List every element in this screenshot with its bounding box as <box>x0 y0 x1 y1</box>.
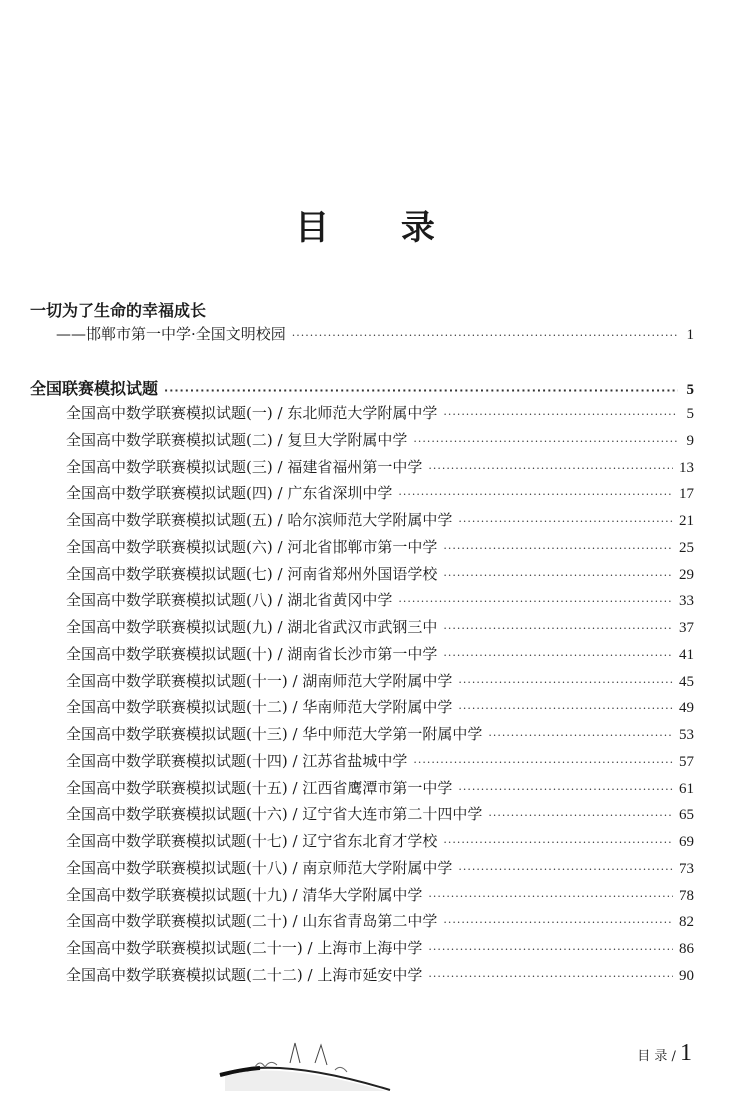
separator: / <box>272 537 288 556</box>
entry-title: 全国高中数学联赛模拟试题(十八) <box>66 858 288 877</box>
entry-school: 湖南师范大学附属中学 <box>302 671 453 690</box>
entry-school: 河北省邯郸市第一中学 <box>287 537 438 556</box>
toc-entry[interactable] <box>66 750 694 772</box>
toc-entry[interactable] <box>66 670 694 692</box>
entry-school: 江西省鹰潭市第一中学 <box>302 778 453 797</box>
page-number: 61 <box>679 780 694 797</box>
intro-heading-row[interactable] <box>30 300 694 322</box>
toc-entry[interactable] <box>66 429 694 451</box>
page-number: 57 <box>679 753 694 770</box>
entry-school: 清华大学附属中学 <box>302 885 423 904</box>
separator: / <box>287 912 303 931</box>
page-number: 78 <box>679 887 694 904</box>
separator: / <box>272 618 288 636</box>
page-title: 目 录 <box>295 208 465 248</box>
leader-dots <box>458 511 673 533</box>
entry-title: 全国高中数学联赛模拟试题(二十) <box>66 912 288 931</box>
toc-entry[interactable] <box>66 723 694 745</box>
entry-school: 华南师范大学附属中学 <box>302 698 453 717</box>
leader-dots <box>443 404 678 426</box>
entry-title: 全国高中数学联赛模拟试题(二) <box>66 430 273 449</box>
entry-school: 湖北省黄冈中学 <box>287 591 393 610</box>
section-heading: 全国联赛模拟试题 <box>30 379 159 398</box>
toc-entry[interactable] <box>66 536 694 558</box>
toc-entry[interactable] <box>66 589 694 611</box>
page-number: 65 <box>679 807 694 824</box>
leader-dots <box>443 832 673 854</box>
entry-title: 全国高中数学联赛模拟试题(十三) <box>66 725 288 743</box>
page-number: 5 <box>686 406 694 422</box>
page-number: 73 <box>679 860 694 877</box>
separator: / <box>272 484 288 503</box>
leader-dots <box>413 752 673 774</box>
leader-dots <box>458 672 673 694</box>
leader-dots <box>458 859 673 881</box>
separator: / <box>272 404 288 422</box>
leader-dots <box>443 645 673 667</box>
entry-title: 全国高中数学联赛模拟试题(五) <box>66 511 273 529</box>
entry-title: 全国高中数学联赛模拟试题(四) <box>66 484 273 503</box>
leader-dots <box>443 538 673 560</box>
separator: / <box>287 858 303 877</box>
toc-entry[interactable] <box>66 830 694 852</box>
separator: / <box>272 644 288 663</box>
entry-school: 河南省郑州外国语学校 <box>287 564 438 583</box>
entry-school: 复旦大学附属中学 <box>287 430 408 449</box>
intro-subtitle: ——邯郸市第一中学·全国文明校园 <box>56 325 286 343</box>
leader-dots <box>428 458 673 480</box>
leader-dots <box>488 725 673 747</box>
page-number: 21 <box>679 513 694 529</box>
footer-label: 目 录 <box>637 1049 668 1064</box>
toc-entry[interactable] <box>66 643 694 665</box>
leader-dots <box>428 966 673 988</box>
leader-dots <box>428 939 673 961</box>
toc-entry[interactable] <box>66 616 694 638</box>
toc-entry[interactable] <box>66 456 694 478</box>
town-illustration-icon <box>215 1035 395 1095</box>
entry-school: 湖南省长沙市第一中学 <box>287 644 438 663</box>
entry-title: 全国高中数学联赛模拟试题(十九) <box>66 885 288 904</box>
page-number: 41 <box>679 646 694 663</box>
page-number: 69 <box>679 834 694 850</box>
toc-entry[interactable] <box>66 482 694 504</box>
entry-school: 上海市延安中学 <box>317 965 423 984</box>
entry-title: 全国高中数学联赛模拟试题(七) <box>66 564 273 583</box>
separator: / <box>302 939 318 957</box>
intro-subtitle-row[interactable] <box>56 323 694 345</box>
page-number: 9 <box>686 432 694 449</box>
entry-title: 全国高中数学联赛模拟试题(九) <box>66 618 273 636</box>
leader-dots <box>398 591 673 613</box>
toc-entry[interactable] <box>66 563 694 585</box>
toc-entry[interactable] <box>66 509 694 531</box>
entry-title: 全国高中数学联赛模拟试题(十四) <box>66 751 288 770</box>
entry-title: 全国高中数学联赛模拟试题(六) <box>66 537 273 556</box>
separator: / <box>272 564 288 583</box>
section-heading-row[interactable] <box>30 378 694 400</box>
leader-dots <box>488 805 673 827</box>
toc-entry[interactable] <box>66 884 694 906</box>
separator: / <box>287 671 303 690</box>
page-number: 17 <box>679 486 694 503</box>
entry-school: 辽宁省大连市第二十四中学 <box>302 805 483 824</box>
separator: / <box>272 591 288 610</box>
separator: / <box>272 430 288 449</box>
leader-dots <box>458 779 673 801</box>
leader-dots <box>443 565 673 587</box>
separator: / <box>287 725 303 743</box>
leader-dots <box>164 380 678 402</box>
toc-entry[interactable] <box>66 910 694 932</box>
page-number: 90 <box>679 967 694 984</box>
page-number: 53 <box>679 727 694 743</box>
entry-title: 全国高中数学联赛模拟试题(八) <box>66 591 273 610</box>
entry-school: 东北师范大学附属中学 <box>287 404 438 422</box>
leader-dots <box>292 325 678 347</box>
separator: / <box>302 965 318 984</box>
entry-title: 全国高中数学联赛模拟试题(十七) <box>66 832 288 850</box>
leader-dots <box>458 698 673 720</box>
page-number: 5 <box>686 382 694 398</box>
separator: / <box>287 832 303 850</box>
page-number: 13 <box>679 459 694 476</box>
separator: / <box>287 778 303 797</box>
entry-school: 华中师范大学第一附属中学 <box>302 725 483 743</box>
entry-title: 全国高中数学联赛模拟试题(十一) <box>66 671 288 690</box>
page-number: 86 <box>679 941 694 957</box>
entry-school: 山东省青岛第二中学 <box>302 912 438 931</box>
page-number: 25 <box>679 539 694 556</box>
toc-entry[interactable] <box>66 937 694 959</box>
page-number: 49 <box>679 700 694 717</box>
page-number: 29 <box>679 566 694 583</box>
separator: / <box>287 805 303 824</box>
entry-title: 全国高中数学联赛模拟试题(一) <box>66 404 273 422</box>
entry-title: 全国高中数学联赛模拟试题(十五) <box>66 778 288 797</box>
toc-entry[interactable] <box>66 696 694 718</box>
leader-dots <box>443 618 673 640</box>
entry-title: 全国高中数学联赛模拟试题(二十二) <box>66 965 303 984</box>
page-number: 45 <box>679 673 694 690</box>
leader-dots <box>413 431 678 453</box>
separator: / <box>287 698 303 717</box>
page-number: 33 <box>679 593 694 610</box>
page-footer: 目 录 / 1 <box>637 1040 692 1066</box>
footer-page-number: 1 <box>680 1040 692 1066</box>
toc-entry[interactable] <box>66 803 694 825</box>
entry-title: 全国高中数学联赛模拟试题(三) <box>66 457 273 476</box>
entry-school: 南京师范大学附属中学 <box>302 858 453 877</box>
page-number: 37 <box>679 620 694 636</box>
entry-school: 上海市上海中学 <box>317 939 423 957</box>
page-number: 1 <box>686 327 694 343</box>
entry-school: 辽宁省东北育才学校 <box>302 832 438 850</box>
entry-school: 福建省福州第一中学 <box>287 457 423 476</box>
entry-title: 全国高中数学联赛模拟试题(十六) <box>66 805 288 824</box>
intro-heading: 一切为了生命的幸福成长 <box>30 301 207 320</box>
entry-title: 全国高中数学联赛模拟试题(二十一) <box>66 939 303 957</box>
toc-entry[interactable] <box>66 857 694 879</box>
leader-dots <box>398 484 673 506</box>
separator: / <box>287 885 303 904</box>
toc-entry[interactable] <box>66 777 694 799</box>
toc-entry[interactable] <box>66 402 694 424</box>
leader-dots <box>428 886 673 908</box>
leader-dots <box>443 912 673 934</box>
separator: / <box>287 751 303 770</box>
toc-entry[interactable] <box>66 964 694 986</box>
separator: / <box>272 457 288 476</box>
entry-school: 哈尔滨师范大学附属中学 <box>287 511 453 529</box>
entry-title: 全国高中数学联赛模拟试题(十) <box>66 644 273 663</box>
entry-school: 江苏省盐城中学 <box>302 751 408 770</box>
entry-school: 广东省深圳中学 <box>287 484 393 503</box>
entry-title: 全国高中数学联赛模拟试题(十二) <box>66 698 288 717</box>
page-number: 82 <box>679 914 694 931</box>
entry-school: 湖北省武汉市武钢三中 <box>287 618 438 636</box>
separator: / <box>272 511 288 529</box>
